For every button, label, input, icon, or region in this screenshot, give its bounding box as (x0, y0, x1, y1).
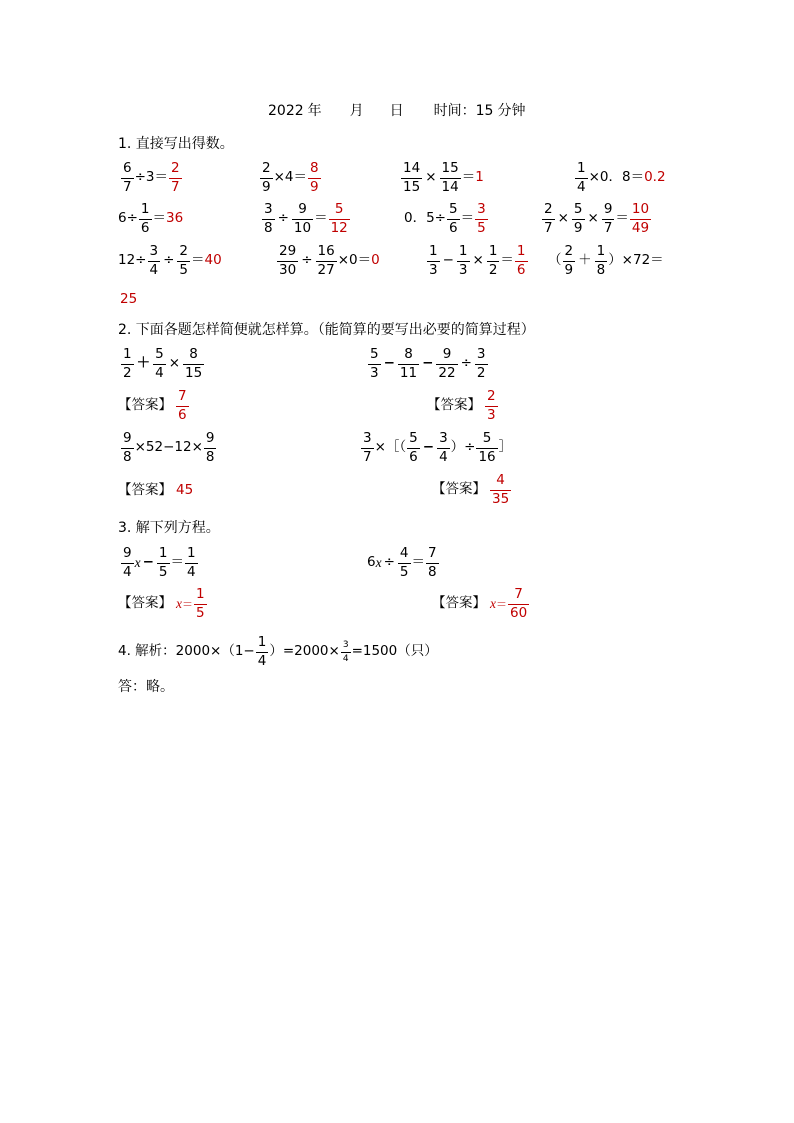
s1-r3c3: $\frac{1}{3}$ − $\frac{1}{3}$ × $\frac{1}{2}$ ＝ $\frac{1}{6}$ (429, 243, 526, 278)
fraction: $\frac{4}{5}$ (399, 545, 409, 580)
s1-r1c3: $\frac{14}{15}$ × $\frac{15}{14}$ ＝ 1 (403, 160, 484, 195)
answer-label: 【答案】 (432, 481, 486, 498)
fraction: $\frac{5}{4}$ (155, 346, 164, 381)
answer-label: 【答案】 (432, 595, 486, 612)
answer-fraction: $\frac{1}{6}$ (516, 243, 526, 278)
answer-label: 【答案】 (427, 397, 481, 414)
fraction: $\frac{2}{9}$ (564, 243, 574, 278)
fraction: $\frac{1}{3}$ (429, 243, 438, 278)
s1-r2c1: 6÷ $\frac{1}{6}$ ＝ 36 (118, 201, 184, 236)
fraction: $\frac{3}{4}$ (149, 243, 159, 278)
answer-fraction: $\frac{3}{5}$ (477, 201, 486, 236)
answer: 45 (176, 482, 194, 498)
s1-r3c2: $\frac{29}{30}$ ÷ $\frac{16}{27}$ ×0＝ 0 (279, 243, 380, 278)
answer-label: 【答案】 (118, 595, 172, 612)
s1-r1c2: $\frac{2}{9}$ ×4＝ $\frac{8}{9}$ (262, 160, 319, 195)
answer-fraction: $\frac{8}{9}$ (310, 160, 319, 195)
fraction: $\frac{3}{4}$ (439, 430, 448, 465)
s2-problem-2: $\frac{5}{3}$ − $\frac{8}{11}$ − $\frac{9}{22}$ ÷ $\frac{3}{2}$ (370, 346, 486, 381)
fraction: $\frac{5}{16}$ (478, 430, 496, 465)
s2-problem-4: $\frac{3}{7}$ ×［（ $\frac{5}{6}$ − $\frac{3}{4}$ ）÷ $\frac{5}{16}$ ］ (363, 430, 513, 465)
fraction: $\frac{16}{27}$ (317, 243, 335, 278)
answer-fraction: $\frac{5}{12}$ (330, 201, 348, 236)
s2-answer-2 (427, 390, 499, 422)
answer-fraction: $\frac{7}{6}$ (178, 388, 187, 423)
fraction: $\frac{3}{7}$ (363, 430, 372, 465)
section-4-answer: 答：略。 (118, 679, 174, 695)
fraction: $\frac{5}{6}$ (409, 430, 418, 465)
fraction: $\frac{6}{7}$ (123, 160, 132, 195)
header-year-unit: 年 (307, 103, 322, 119)
fraction: $\frac{7}{8}$ (428, 545, 437, 580)
fraction: $\frac{5}{6}$ (449, 201, 458, 236)
answer-fraction: $\frac{4}{35}$ (492, 472, 510, 507)
fraction: $\frac{9}{4}$ (123, 545, 132, 580)
answer-fraction: $\frac{10}{49}$ (631, 201, 650, 236)
answer-fraction: $\frac{2}{7}$ (171, 160, 180, 195)
s2-problem-1: $\frac{1}{2}$ ＋ $\frac{5}{4}$ × $\frac{8}{15}$ (123, 346, 203, 381)
answer: 1 (475, 169, 484, 186)
fraction: $\frac{15}{14}$ (441, 160, 459, 195)
worksheet-header (268, 104, 525, 118)
fraction: $\frac{14}{15}$ (403, 160, 421, 195)
fraction: $\frac{1}{6}$ (140, 201, 150, 236)
s1-r1c4: $\frac{1}{4}$ ×0．8＝ 0.2 (577, 160, 666, 195)
fraction: $\frac{8}{15}$ (185, 346, 203, 381)
fraction: $\frac{29}{30}$ (279, 243, 297, 278)
s1-r2c4: $\frac{2}{7}$ × $\frac{5}{9}$ × $\frac{9}{7}$ ＝ $\frac{10}{49}$ (544, 201, 650, 236)
fraction: $\frac{9}{10}$ (293, 201, 312, 236)
s1-r2c3: 0．5÷ $\frac{5}{6}$ ＝ $\frac{3}{5}$ (404, 201, 486, 236)
s3-equation-1: $\frac{9}{4}$ x − $\frac{1}{5}$ ＝ $\frac{1}{4}$ (123, 545, 196, 580)
s2-answer-1 (118, 390, 190, 422)
s1-r3c4: （ $\frac{2}{9}$ ＋ $\frac{1}{8}$ ）×72＝ (548, 243, 664, 278)
answer: 0 (371, 252, 380, 269)
header-time-label: 时间： (433, 103, 476, 119)
s1-r2c2: $\frac{3}{8}$ ÷ $\frac{9}{10}$ ＝ $\frac{5}{12}$ (264, 201, 348, 236)
fraction: $\frac{1}{4}$ (187, 545, 196, 580)
s1-r3c4-answer: 25 (120, 291, 138, 307)
fraction: $\frac{2}{5}$ (179, 243, 188, 278)
header-time-value: 15 (475, 103, 494, 119)
s1-r1c1: $\frac{6}{7}$ ÷3＝ $\frac{2}{7}$ (123, 160, 180, 195)
answer-fraction: $\frac{2}{3}$ (487, 388, 496, 423)
answer: 40 (204, 252, 222, 269)
fraction: $\frac{2}{9}$ (262, 160, 271, 195)
fraction: $\frac{1}{4}$ (577, 160, 586, 195)
header-day: 日 (389, 103, 404, 119)
fraction: $\frac{9}{22}$ (438, 346, 456, 381)
s3-answer-1: 【答案】 x ＝ $\frac{1}{5}$ (118, 586, 205, 621)
answer: 36 (166, 210, 184, 227)
answer-fraction: $\frac{7}{60}$ (510, 586, 528, 621)
fraction: $\frac{1}{5}$ (158, 545, 168, 580)
header-time-unit: 分钟 (497, 103, 526, 119)
fraction: $\frac{9}{7}$ (603, 201, 613, 236)
fraction: $\frac{3}{4}$ (342, 639, 349, 664)
answer-label: 【答案】 (118, 482, 172, 498)
fraction: $\frac{5}{9}$ (573, 201, 583, 236)
header-month: 月 (349, 103, 364, 119)
s3-answer-2: 【答案】 x ＝ $\frac{7}{60}$ (432, 586, 528, 621)
fraction: $\frac{1}{4}$ (257, 634, 267, 669)
s1-r3c1: 12÷ $\frac{3}{4}$ ÷ $\frac{2}{5}$ ＝ 40 (118, 243, 222, 278)
fraction: $\frac{9}{8}$ (123, 430, 132, 465)
fraction: $\frac{3}{8}$ (264, 201, 273, 236)
header-year: 2022 (268, 103, 304, 119)
section-3-title: 3. 解下列方程。 (118, 520, 220, 536)
fraction: $\frac{1}{2}$ (488, 243, 498, 278)
fraction: $\frac{1}{3}$ (458, 243, 468, 278)
answer-fraction: $\frac{1}{5}$ (196, 586, 205, 621)
fraction: $\frac{1}{2}$ (123, 346, 132, 381)
section-4-solution: 4. 解析：2000×（1− $\frac{1}{4}$ ）=2000× $\frac{3}{4}$ =1500（只） (118, 634, 438, 669)
fraction: $\frac{3}{2}$ (476, 346, 486, 381)
fraction: $\frac{9}{8}$ (205, 430, 215, 465)
fraction: $\frac{5}{3}$ (370, 346, 379, 381)
section-2-title: 2. 下面各题怎样简便就怎样算。（能简算的要写出必要的简算过程） (118, 322, 535, 338)
s2-answer-3 (118, 484, 193, 498)
fraction: $\frac{8}{11}$ (399, 346, 418, 381)
s2-answer-4 (432, 474, 512, 506)
answer: 0.2 (644, 169, 666, 186)
s3-equation-2: 6 x ÷ $\frac{4}{5}$ ＝ $\frac{7}{8}$ (367, 545, 437, 580)
answer-label: 【答案】 (118, 397, 172, 414)
fraction: $\frac{2}{7}$ (544, 201, 553, 236)
fraction: $\frac{1}{8}$ (596, 243, 606, 278)
s2-problem-3: $\frac{9}{8}$ ×52−12× $\frac{9}{8}$ (123, 430, 215, 465)
section-1-title: 1. 直接写出得数。 (118, 136, 234, 152)
